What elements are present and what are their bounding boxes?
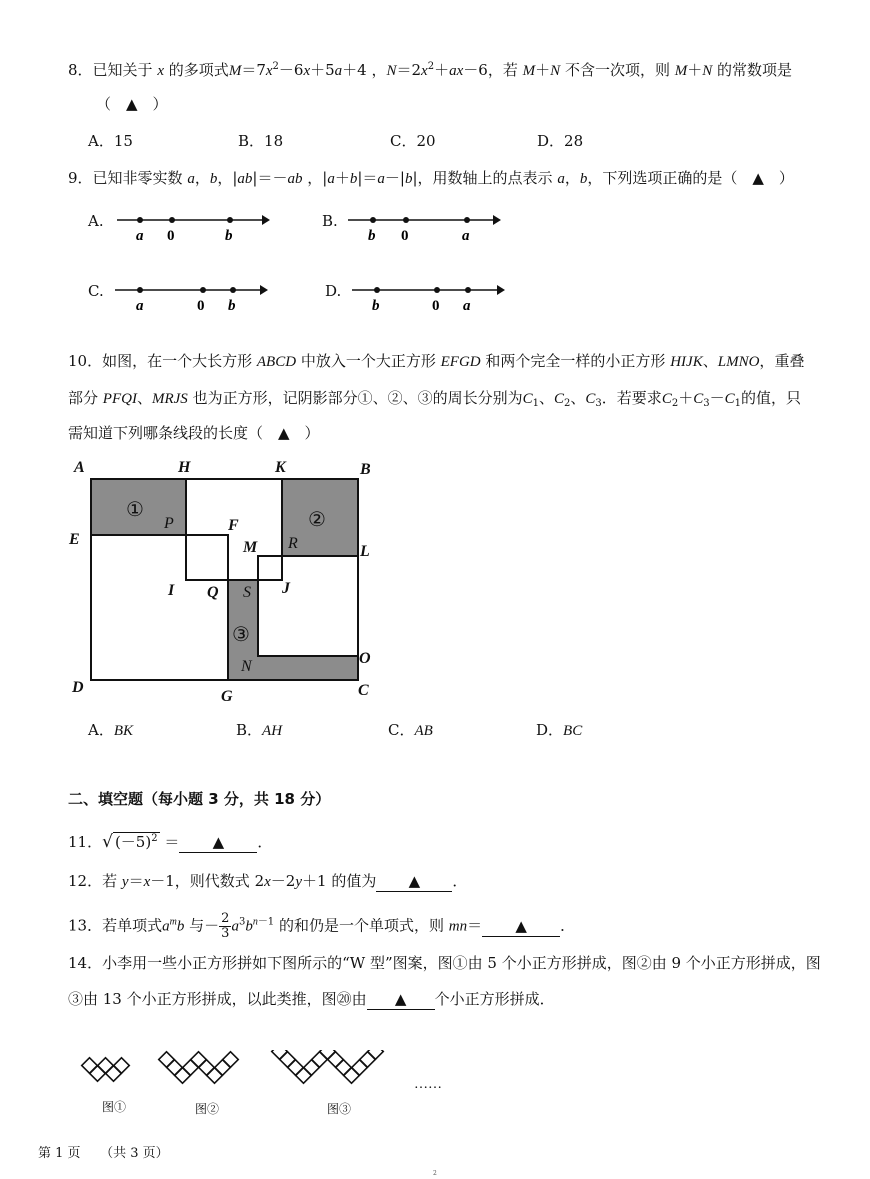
q10-option-b[interactable]: B．AH [236,721,283,739]
label-E: E [69,531,80,548]
q9-option-d-label[interactable]: D. [325,282,342,300]
q9-a-point-1: a [136,228,144,244]
q9-c-point-1: a [136,298,144,314]
q8-option-d[interactable]: D．28 [537,132,584,150]
q9-c-point-3: b [228,298,236,314]
q9-c-point-2: 0 [197,298,205,314]
q13-answer-blank[interactable]: ▲ [482,916,560,937]
label-circle-3: ③ [232,624,250,646]
square-EFGD [91,535,228,680]
label-circle-2: ② [308,509,326,531]
q9-b-point-2: 0 [401,228,409,244]
q9-a-point-3: b [225,228,233,244]
q14-stem-line2: ③由 13 个小正方形拼成，以此类推，图⑳由 ▲ 个小正方形拼成． [68,990,555,1008]
q10-stem-line1: 10．如图，在一个大长方形 ABCD 中放入一个大正方形 EFGD 和两个完全一样的小正方形 HIJK、LMNO，重叠 [68,352,805,370]
label-F: F [228,517,239,534]
q11-answer-blank[interactable]: ▲ [179,832,257,853]
q9-option-a-label[interactable]: A. [88,212,104,230]
q9-option-c-label[interactable]: C. [88,282,104,300]
label-C: C [358,682,369,699]
q9-d-point-3: a [463,298,471,314]
footer-mark: 2 [433,1170,437,1177]
label-A: A [74,459,85,476]
q8-answer-paren: （ ▲ ） [96,95,168,113]
q9-b-point-3: a [462,228,470,244]
section-2-title: 二、填空题（每小题 3 分，共 18 分） [68,790,331,808]
w-figures-ellipsis: …… [414,1077,442,1092]
q9-option-b-label[interactable]: B. [322,212,338,230]
q14-w-pattern-figures [78,1050,458,1122]
label-S: S [243,584,251,601]
q9-stem: 9．已知非零实数 a，b，|ab|＝－ab ，|a＋b|＝a－|b|，用数轴上的点表示 a，b，下列选项正确的是（ ▲ ） [68,169,794,187]
q9-a-point-2: 0 [167,228,175,244]
label-H: H [178,459,191,476]
q9-option-c-numberline [110,280,275,316]
q10-option-c[interactable]: C．AB [388,721,433,739]
q8-stem: 8．已知关于 x 的多项式$M=7x^2-6x+5a+4$ ，$N=2x^2+ax-6$，若 M＋N 不含一次项，则 M＋N 的常数项是 [68,61,793,79]
q10-option-a[interactable]: A．BK [88,721,134,739]
q11-stem: 11．√ $(-5)^2$ ＝ ▲ ． [68,832,273,852]
q10-geometry-figure [60,455,390,710]
q9-d-point-1: b [372,298,380,314]
label-P: P [164,515,174,532]
q10-stem-line3: 需知道下列哪条线段的长度（ ▲ ） [68,424,320,442]
square-MRJS [258,556,282,580]
q14-answer-blank[interactable]: ▲ [367,989,435,1010]
label-R: R [288,535,298,552]
q9-option-d-numberline [347,280,512,316]
w-figure-1-caption: 图① [102,1100,127,1114]
label-N: N [241,658,252,675]
label-K: K [275,459,286,476]
label-I: I [168,582,175,599]
q12-answer-blank[interactable]: ▲ [376,871,452,892]
q8-option-c[interactable]: C．20 [390,132,436,150]
q13-stem: 13．若单项式$a^mb$ 与－ $\frac{2}{3}$ $a^3b^{n-1}$ 的和仍是一个单项式，则 mn＝ ▲ ． [68,911,576,941]
q14-stem-line1: 14．小李用一些小正方形拼如下图所示的“W 型”图案，图①由 5 个小正方形拼成，图②由 9 个小正方形拼成，图 [68,954,821,972]
q9-option-a-numberline [112,210,272,246]
label-J: J [282,580,290,597]
q9-d-point-2: 0 [432,298,440,314]
label-D: D [72,679,84,696]
w-figure-3 [272,1050,384,1083]
q9-b-point-1: b [368,228,376,244]
square-PFQI [186,535,228,580]
label-L: L [360,543,370,560]
label-G: G [221,688,233,705]
q8-option-a[interactable]: A．15 [88,132,133,150]
label-O: O [359,650,371,667]
q10-option-d[interactable]: D．BC [536,721,583,739]
label-M: M [243,539,258,556]
w-figure-3-caption: 图③ [327,1102,352,1116]
w-figure-1 [82,1058,130,1082]
q9-option-b-numberline [343,210,508,246]
w-figure-2 [159,1052,239,1084]
label-circle-1: ① [126,499,144,521]
w-figure-2-caption: 图② [195,1102,220,1116]
q8-option-b[interactable]: B．18 [238,132,284,150]
q10-stem-line2: 部分 PFQI、MRJS 也为正方形，记阴影部分①、②、③的周长分别为$C_1$、$C_2$、$C_3$．若要求$C_2+C_3-C_1$的值，只 [68,389,802,409]
footer-page-number: 第 1 页 （共 3 页） [38,1146,169,1161]
label-Q: Q [207,584,219,601]
q12-stem: 12．若 y＝x－1，则代数式 2x－2y＋1 的值为 ▲ ． [68,872,468,890]
label-B: B [360,461,371,478]
square-LMNO [258,556,358,656]
